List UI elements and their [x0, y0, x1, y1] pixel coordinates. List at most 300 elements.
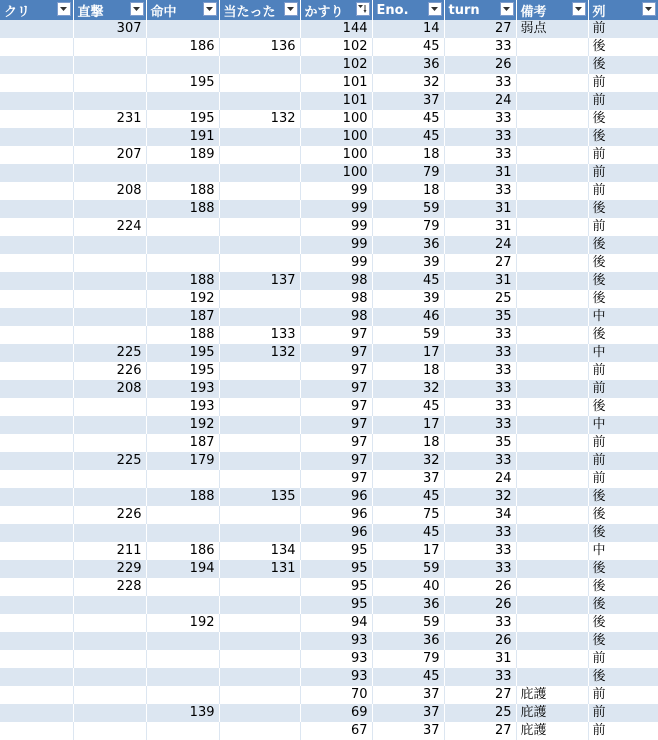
- cell-atatta[interactable]: [219, 614, 300, 632]
- cell-choku[interactable]: [73, 398, 146, 416]
- cell-kuri[interactable]: [0, 254, 73, 272]
- cell-eno[interactable]: 45: [372, 38, 444, 56]
- cell-eno[interactable]: 45: [372, 668, 444, 686]
- cell-eno[interactable]: 32: [372, 74, 444, 92]
- cell-choku[interactable]: [73, 722, 146, 740]
- cell-meichu[interactable]: [146, 596, 219, 614]
- cell-turn[interactable]: 25: [444, 704, 516, 722]
- cell-eno[interactable]: 45: [372, 524, 444, 542]
- cell-eno[interactable]: 45: [372, 110, 444, 128]
- cell-choku[interactable]: 211: [73, 542, 146, 560]
- cell-eno[interactable]: 39: [372, 290, 444, 308]
- cell-retsu[interactable]: 前: [588, 380, 658, 398]
- cell-retsu[interactable]: 後: [588, 524, 658, 542]
- cell-choku[interactable]: [73, 524, 146, 542]
- cell-choku[interactable]: 231: [73, 110, 146, 128]
- cell-choku[interactable]: 224: [73, 218, 146, 236]
- cell-atatta[interactable]: 132: [219, 110, 300, 128]
- cell-retsu[interactable]: 前: [588, 434, 658, 452]
- cell-turn[interactable]: 26: [444, 632, 516, 650]
- cell-retsu[interactable]: 前: [588, 74, 658, 92]
- cell-meichu[interactable]: 188: [146, 272, 219, 290]
- cell-kasuri[interactable]: 99: [300, 200, 372, 218]
- cell-kasuri[interactable]: 98: [300, 290, 372, 308]
- cell-retsu[interactable]: 中: [588, 542, 658, 560]
- cell-kasuri[interactable]: 97: [300, 344, 372, 362]
- cell-kasuri[interactable]: 93: [300, 650, 372, 668]
- cell-meichu[interactable]: [146, 164, 219, 182]
- cell-eno[interactable]: 37: [372, 92, 444, 110]
- cell-turn[interactable]: 27: [444, 20, 516, 38]
- cell-retsu[interactable]: 後: [588, 596, 658, 614]
- cell-retsu[interactable]: 前: [588, 362, 658, 380]
- cell-retsu[interactable]: 後: [588, 326, 658, 344]
- cell-kasuri[interactable]: 101: [300, 92, 372, 110]
- cell-kasuri[interactable]: 69: [300, 704, 372, 722]
- cell-kuri[interactable]: [0, 362, 73, 380]
- cell-choku[interactable]: [73, 200, 146, 218]
- cell-kasuri[interactable]: 99: [300, 182, 372, 200]
- cell-biko[interactable]: [516, 488, 588, 506]
- cell-kasuri[interactable]: 97: [300, 398, 372, 416]
- cell-choku[interactable]: 207: [73, 146, 146, 164]
- cell-meichu[interactable]: 195: [146, 362, 219, 380]
- cell-atatta[interactable]: [219, 56, 300, 74]
- cell-retsu[interactable]: 中: [588, 344, 658, 362]
- cell-biko[interactable]: [516, 110, 588, 128]
- cell-biko[interactable]: [516, 398, 588, 416]
- cell-retsu[interactable]: 後: [588, 632, 658, 650]
- cell-eno[interactable]: 36: [372, 596, 444, 614]
- cell-choku[interactable]: [73, 164, 146, 182]
- filter-dropdown-button[interactable]: [57, 2, 71, 16]
- cell-biko[interactable]: [516, 272, 588, 290]
- cell-atatta[interactable]: [219, 686, 300, 704]
- cell-retsu[interactable]: 中: [588, 416, 658, 434]
- cell-kasuri[interactable]: 100: [300, 110, 372, 128]
- cell-choku[interactable]: 225: [73, 452, 146, 470]
- cell-kasuri[interactable]: 96: [300, 488, 372, 506]
- cell-choku[interactable]: 208: [73, 182, 146, 200]
- cell-atatta[interactable]: [219, 668, 300, 686]
- cell-kasuri[interactable]: 100: [300, 128, 372, 146]
- cell-meichu[interactable]: 186: [146, 542, 219, 560]
- cell-turn[interactable]: 27: [444, 254, 516, 272]
- cell-biko[interactable]: 庇護: [516, 686, 588, 704]
- cell-biko[interactable]: [516, 650, 588, 668]
- cell-choku[interactable]: [73, 92, 146, 110]
- filter-dropdown-button[interactable]: [428, 2, 442, 16]
- cell-retsu[interactable]: 後: [588, 272, 658, 290]
- cell-atatta[interactable]: [219, 650, 300, 668]
- cell-kasuri[interactable]: 97: [300, 470, 372, 488]
- cell-meichu[interactable]: [146, 686, 219, 704]
- cell-retsu[interactable]: 後: [588, 200, 658, 218]
- cell-turn[interactable]: 32: [444, 488, 516, 506]
- cell-turn[interactable]: 33: [444, 128, 516, 146]
- cell-atatta[interactable]: 135: [219, 488, 300, 506]
- cell-choku[interactable]: [73, 236, 146, 254]
- cell-eno[interactable]: 17: [372, 344, 444, 362]
- cell-meichu[interactable]: 188: [146, 200, 219, 218]
- cell-biko[interactable]: [516, 596, 588, 614]
- cell-kuri[interactable]: [0, 632, 73, 650]
- cell-biko[interactable]: 弱点: [516, 20, 588, 38]
- cell-kuri[interactable]: [0, 434, 73, 452]
- cell-meichu[interactable]: 179: [146, 452, 219, 470]
- cell-biko[interactable]: 庇護: [516, 722, 588, 740]
- cell-turn[interactable]: 31: [444, 272, 516, 290]
- cell-eno[interactable]: 79: [372, 650, 444, 668]
- cell-atatta[interactable]: [219, 434, 300, 452]
- cell-atatta[interactable]: [219, 524, 300, 542]
- cell-atatta[interactable]: [219, 578, 300, 596]
- cell-turn[interactable]: 33: [444, 524, 516, 542]
- cell-kasuri[interactable]: 99: [300, 218, 372, 236]
- cell-kuri[interactable]: [0, 182, 73, 200]
- cell-kasuri[interactable]: 94: [300, 614, 372, 632]
- cell-biko[interactable]: [516, 614, 588, 632]
- cell-choku[interactable]: 208: [73, 380, 146, 398]
- filter-dropdown-button[interactable]: [642, 2, 656, 16]
- cell-kuri[interactable]: [0, 704, 73, 722]
- cell-biko[interactable]: [516, 524, 588, 542]
- cell-turn[interactable]: 35: [444, 308, 516, 326]
- cell-meichu[interactable]: [146, 506, 219, 524]
- cell-meichu[interactable]: [146, 20, 219, 38]
- cell-biko[interactable]: [516, 56, 588, 74]
- cell-atatta[interactable]: [219, 182, 300, 200]
- cell-kasuri[interactable]: 95: [300, 560, 372, 578]
- cell-retsu[interactable]: 後: [588, 560, 658, 578]
- cell-turn[interactable]: 33: [444, 560, 516, 578]
- cell-kasuri[interactable]: 100: [300, 164, 372, 182]
- cell-meichu[interactable]: 139: [146, 704, 219, 722]
- cell-turn[interactable]: 27: [444, 686, 516, 704]
- cell-atatta[interactable]: [219, 290, 300, 308]
- cell-meichu[interactable]: [146, 650, 219, 668]
- cell-kuri[interactable]: [0, 416, 73, 434]
- cell-meichu[interactable]: 192: [146, 614, 219, 632]
- cell-kasuri[interactable]: 102: [300, 56, 372, 74]
- cell-kasuri[interactable]: 101: [300, 74, 372, 92]
- cell-choku[interactable]: [73, 74, 146, 92]
- cell-kuri[interactable]: [0, 308, 73, 326]
- cell-eno[interactable]: 45: [372, 488, 444, 506]
- cell-turn[interactable]: 33: [444, 146, 516, 164]
- cell-kasuri[interactable]: 100: [300, 146, 372, 164]
- cell-biko[interactable]: [516, 164, 588, 182]
- cell-choku[interactable]: [73, 308, 146, 326]
- cell-kuri[interactable]: [0, 74, 73, 92]
- cell-kasuri[interactable]: 99: [300, 254, 372, 272]
- cell-retsu[interactable]: 中: [588, 308, 658, 326]
- cell-kasuri[interactable]: 70: [300, 686, 372, 704]
- cell-turn[interactable]: 34: [444, 506, 516, 524]
- cell-turn[interactable]: 33: [444, 326, 516, 344]
- cell-eno[interactable]: 37: [372, 722, 444, 740]
- cell-eno[interactable]: 45: [372, 272, 444, 290]
- cell-choku[interactable]: [73, 290, 146, 308]
- cell-atatta[interactable]: 133: [219, 326, 300, 344]
- cell-choku[interactable]: [73, 56, 146, 74]
- cell-biko[interactable]: [516, 542, 588, 560]
- cell-meichu[interactable]: 193: [146, 398, 219, 416]
- filter-dropdown-button[interactable]: [572, 2, 586, 16]
- cell-biko[interactable]: [516, 362, 588, 380]
- cell-choku[interactable]: [73, 686, 146, 704]
- cell-eno[interactable]: 39: [372, 254, 444, 272]
- cell-biko[interactable]: [516, 326, 588, 344]
- cell-retsu[interactable]: 前: [588, 470, 658, 488]
- cell-biko[interactable]: [516, 182, 588, 200]
- cell-biko[interactable]: [516, 74, 588, 92]
- cell-choku[interactable]: [73, 434, 146, 452]
- cell-turn[interactable]: 33: [444, 398, 516, 416]
- filter-dropdown-button[interactable]: [203, 2, 217, 16]
- cell-kuri[interactable]: [0, 38, 73, 56]
- cell-kuri[interactable]: [0, 452, 73, 470]
- cell-kuri[interactable]: [0, 650, 73, 668]
- cell-choku[interactable]: [73, 272, 146, 290]
- cell-biko[interactable]: [516, 128, 588, 146]
- cell-kasuri[interactable]: 97: [300, 434, 372, 452]
- cell-biko[interactable]: [516, 506, 588, 524]
- cell-meichu[interactable]: [146, 254, 219, 272]
- cell-turn[interactable]: 33: [444, 542, 516, 560]
- cell-atatta[interactable]: [219, 254, 300, 272]
- cell-meichu[interactable]: [146, 470, 219, 488]
- cell-meichu[interactable]: 195: [146, 74, 219, 92]
- cell-retsu[interactable]: 前: [588, 218, 658, 236]
- cell-atatta[interactable]: [219, 362, 300, 380]
- cell-turn[interactable]: 31: [444, 218, 516, 236]
- cell-kuri[interactable]: [0, 380, 73, 398]
- cell-atatta[interactable]: [219, 236, 300, 254]
- cell-atatta[interactable]: [219, 128, 300, 146]
- cell-kuri[interactable]: [0, 200, 73, 218]
- cell-atatta[interactable]: 134: [219, 542, 300, 560]
- cell-kasuri[interactable]: 95: [300, 578, 372, 596]
- cell-retsu[interactable]: 後: [588, 668, 658, 686]
- cell-atatta[interactable]: [219, 164, 300, 182]
- cell-kuri[interactable]: [0, 578, 73, 596]
- cell-turn[interactable]: 35: [444, 434, 516, 452]
- cell-retsu[interactable]: 前: [588, 146, 658, 164]
- cell-kuri[interactable]: [0, 56, 73, 74]
- cell-meichu[interactable]: 194: [146, 560, 219, 578]
- cell-atatta[interactable]: [219, 722, 300, 740]
- cell-kasuri[interactable]: 96: [300, 524, 372, 542]
- cell-meichu[interactable]: [146, 668, 219, 686]
- cell-choku[interactable]: 229: [73, 560, 146, 578]
- cell-biko[interactable]: [516, 578, 588, 596]
- cell-biko[interactable]: [516, 254, 588, 272]
- cell-atatta[interactable]: [219, 380, 300, 398]
- cell-turn[interactable]: 33: [444, 110, 516, 128]
- cell-turn[interactable]: 33: [444, 380, 516, 398]
- filter-dropdown-button[interactable]: [284, 2, 298, 16]
- cell-kasuri[interactable]: 98: [300, 308, 372, 326]
- cell-eno[interactable]: 59: [372, 326, 444, 344]
- cell-eno[interactable]: 37: [372, 686, 444, 704]
- cell-retsu[interactable]: 後: [588, 614, 658, 632]
- cell-turn[interactable]: 26: [444, 56, 516, 74]
- cell-biko[interactable]: [516, 200, 588, 218]
- cell-meichu[interactable]: [146, 56, 219, 74]
- cell-kuri[interactable]: [0, 524, 73, 542]
- cell-turn[interactable]: 33: [444, 452, 516, 470]
- cell-kasuri[interactable]: 97: [300, 362, 372, 380]
- cell-kasuri[interactable]: 93: [300, 668, 372, 686]
- cell-meichu[interactable]: [146, 236, 219, 254]
- cell-biko[interactable]: [516, 668, 588, 686]
- cell-turn[interactable]: 33: [444, 182, 516, 200]
- cell-meichu[interactable]: [146, 578, 219, 596]
- cell-eno[interactable]: 79: [372, 164, 444, 182]
- cell-eno[interactable]: 14: [372, 20, 444, 38]
- cell-meichu[interactable]: 192: [146, 290, 219, 308]
- cell-kuri[interactable]: [0, 272, 73, 290]
- cell-choku[interactable]: [73, 326, 146, 344]
- cell-meichu[interactable]: [146, 722, 219, 740]
- cell-meichu[interactable]: 195: [146, 110, 219, 128]
- cell-meichu[interactable]: 187: [146, 434, 219, 452]
- cell-eno[interactable]: 37: [372, 704, 444, 722]
- cell-choku[interactable]: 226: [73, 362, 146, 380]
- cell-retsu[interactable]: 後: [588, 488, 658, 506]
- cell-meichu[interactable]: 188: [146, 326, 219, 344]
- cell-meichu[interactable]: 193: [146, 380, 219, 398]
- cell-retsu[interactable]: 前: [588, 20, 658, 38]
- cell-atatta[interactable]: [219, 452, 300, 470]
- cell-retsu[interactable]: 前: [588, 164, 658, 182]
- cell-turn[interactable]: 26: [444, 596, 516, 614]
- cell-kasuri[interactable]: 93: [300, 632, 372, 650]
- cell-biko[interactable]: [516, 416, 588, 434]
- cell-retsu[interactable]: 後: [588, 290, 658, 308]
- cell-eno[interactable]: 18: [372, 434, 444, 452]
- cell-retsu[interactable]: 後: [588, 254, 658, 272]
- cell-choku[interactable]: [73, 632, 146, 650]
- cell-kuri[interactable]: [0, 110, 73, 128]
- cell-meichu[interactable]: 191: [146, 128, 219, 146]
- cell-eno[interactable]: 17: [372, 416, 444, 434]
- cell-turn[interactable]: 26: [444, 578, 516, 596]
- cell-choku[interactable]: [73, 650, 146, 668]
- cell-atatta[interactable]: [219, 704, 300, 722]
- cell-turn[interactable]: 33: [444, 38, 516, 56]
- cell-kasuri[interactable]: 97: [300, 380, 372, 398]
- cell-kasuri[interactable]: 97: [300, 452, 372, 470]
- cell-choku[interactable]: [73, 38, 146, 56]
- cell-atatta[interactable]: [219, 470, 300, 488]
- filter-dropdown-button[interactable]: [500, 2, 514, 16]
- cell-atatta[interactable]: [219, 596, 300, 614]
- cell-kasuri[interactable]: 97: [300, 416, 372, 434]
- cell-turn[interactable]: 33: [444, 416, 516, 434]
- cell-biko[interactable]: 庇護: [516, 704, 588, 722]
- cell-biko[interactable]: [516, 632, 588, 650]
- cell-kuri[interactable]: [0, 542, 73, 560]
- cell-atatta[interactable]: 137: [219, 272, 300, 290]
- cell-kasuri[interactable]: 98: [300, 272, 372, 290]
- cell-retsu[interactable]: 後: [588, 38, 658, 56]
- cell-meichu[interactable]: 188: [146, 488, 219, 506]
- cell-biko[interactable]: [516, 452, 588, 470]
- cell-eno[interactable]: 18: [372, 182, 444, 200]
- cell-atatta[interactable]: [219, 200, 300, 218]
- cell-atatta[interactable]: 132: [219, 344, 300, 362]
- cell-atatta[interactable]: [219, 506, 300, 524]
- cell-meichu[interactable]: 195: [146, 344, 219, 362]
- cell-meichu[interactable]: [146, 218, 219, 236]
- cell-turn[interactable]: 25: [444, 290, 516, 308]
- cell-turn[interactable]: 31: [444, 200, 516, 218]
- cell-eno[interactable]: 18: [372, 362, 444, 380]
- cell-eno[interactable]: 45: [372, 398, 444, 416]
- cell-retsu[interactable]: 前: [588, 722, 658, 740]
- cell-kuri[interactable]: [0, 686, 73, 704]
- cell-meichu[interactable]: [146, 92, 219, 110]
- cell-biko[interactable]: [516, 380, 588, 398]
- cell-choku[interactable]: 226: [73, 506, 146, 524]
- cell-choku[interactable]: [73, 254, 146, 272]
- cell-kasuri[interactable]: 144: [300, 20, 372, 38]
- cell-meichu[interactable]: 187: [146, 308, 219, 326]
- cell-choku[interactable]: [73, 416, 146, 434]
- cell-atatta[interactable]: [219, 416, 300, 434]
- cell-kasuri[interactable]: 97: [300, 326, 372, 344]
- sort-filter-button[interactable]: [356, 2, 370, 16]
- cell-atatta[interactable]: 136: [219, 38, 300, 56]
- cell-biko[interactable]: [516, 38, 588, 56]
- cell-turn[interactable]: 33: [444, 668, 516, 686]
- cell-eno[interactable]: 59: [372, 200, 444, 218]
- cell-retsu[interactable]: 前: [588, 182, 658, 200]
- cell-biko[interactable]: [516, 434, 588, 452]
- cell-meichu[interactable]: [146, 632, 219, 650]
- cell-eno[interactable]: 40: [372, 578, 444, 596]
- cell-kuri[interactable]: [0, 614, 73, 632]
- cell-eno[interactable]: 45: [372, 128, 444, 146]
- cell-turn[interactable]: 24: [444, 236, 516, 254]
- cell-eno[interactable]: 36: [372, 236, 444, 254]
- cell-retsu[interactable]: 前: [588, 92, 658, 110]
- cell-meichu[interactable]: [146, 524, 219, 542]
- cell-kuri[interactable]: [0, 236, 73, 254]
- cell-retsu[interactable]: 後: [588, 110, 658, 128]
- cell-eno[interactable]: 32: [372, 452, 444, 470]
- cell-choku[interactable]: [73, 596, 146, 614]
- cell-eno[interactable]: 17: [372, 542, 444, 560]
- cell-kuri[interactable]: [0, 596, 73, 614]
- cell-turn[interactable]: 24: [444, 92, 516, 110]
- cell-eno[interactable]: 36: [372, 56, 444, 74]
- cell-biko[interactable]: [516, 470, 588, 488]
- cell-eno[interactable]: 46: [372, 308, 444, 326]
- cell-meichu[interactable]: 188: [146, 182, 219, 200]
- cell-retsu[interactable]: 後: [588, 578, 658, 596]
- cell-kuri[interactable]: [0, 560, 73, 578]
- cell-biko[interactable]: [516, 344, 588, 362]
- cell-turn[interactable]: 33: [444, 344, 516, 362]
- cell-biko[interactable]: [516, 92, 588, 110]
- cell-biko[interactable]: [516, 218, 588, 236]
- cell-kuri[interactable]: [0, 92, 73, 110]
- cell-eno[interactable]: 36: [372, 632, 444, 650]
- cell-kuri[interactable]: [0, 20, 73, 38]
